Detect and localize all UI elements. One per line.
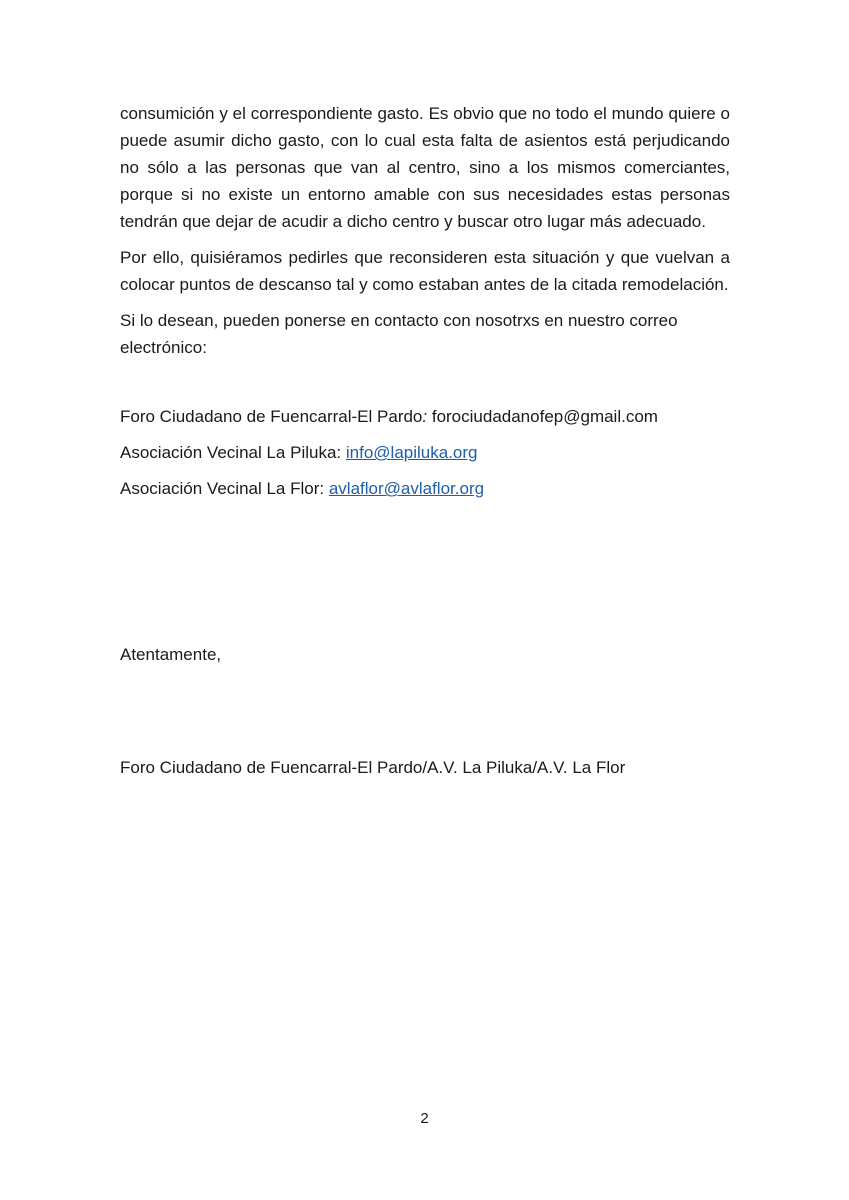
- contact-organization: Asociación Vecinal La Flor: [120, 479, 320, 498]
- body-paragraph: Por ello, quisiéramos pedirles que reconsideren esta situación y que vuelvan a colocar puntos de descanso tal y como estaban antes de la citada remodelación.: [120, 248, 730, 294]
- letter-body: [120, 100, 730, 512]
- contact-separator: :: [319, 479, 329, 498]
- body-paragraph: Si lo desean, pueden ponerse en contacto con nosotrxs en nuestro correo electrónico:: [120, 311, 678, 357]
- contact-line: [120, 476, 730, 502]
- contact-organization: Foro Ciudadano de Fuencarral-El Pardo: [120, 407, 423, 426]
- contact-line: [120, 440, 730, 466]
- closing-salutation: Atentamente,: [120, 645, 222, 664]
- contact-line: [120, 404, 730, 430]
- contact-separator: :: [422, 407, 432, 426]
- page-number: 2: [420, 1110, 429, 1127]
- body-paragraph: consumición y el correspondiente gasto. Es obvio que no todo el mundo quiere o puede asumir dicho gasto, con lo cual esta falta de asientos está perjudicando no sólo a las personas que van al centro, sino a los mismos comerciantes, porque si no existe un entorno amable con sus necesidades estas personas tendrán que dejar de acudir a dicho centro y buscar otro lugar más adecuado.: [120, 104, 730, 231]
- spacer: [120, 370, 730, 404]
- email-link[interactable]: avlaflor@avlaflor.org: [328, 479, 485, 498]
- email-link[interactable]: info@lapiluka.org: [345, 443, 478, 462]
- contact-separator: :: [336, 443, 346, 462]
- signature-line: Foro Ciudadano de Fuencarral-El Pardo/A.V. La Piluka/A.V. La Flor: [120, 758, 626, 777]
- contact-email: forociudadanofep@gmail.com: [431, 407, 658, 426]
- contact-organization: Asociación Vecinal La Piluka: [120, 443, 337, 462]
